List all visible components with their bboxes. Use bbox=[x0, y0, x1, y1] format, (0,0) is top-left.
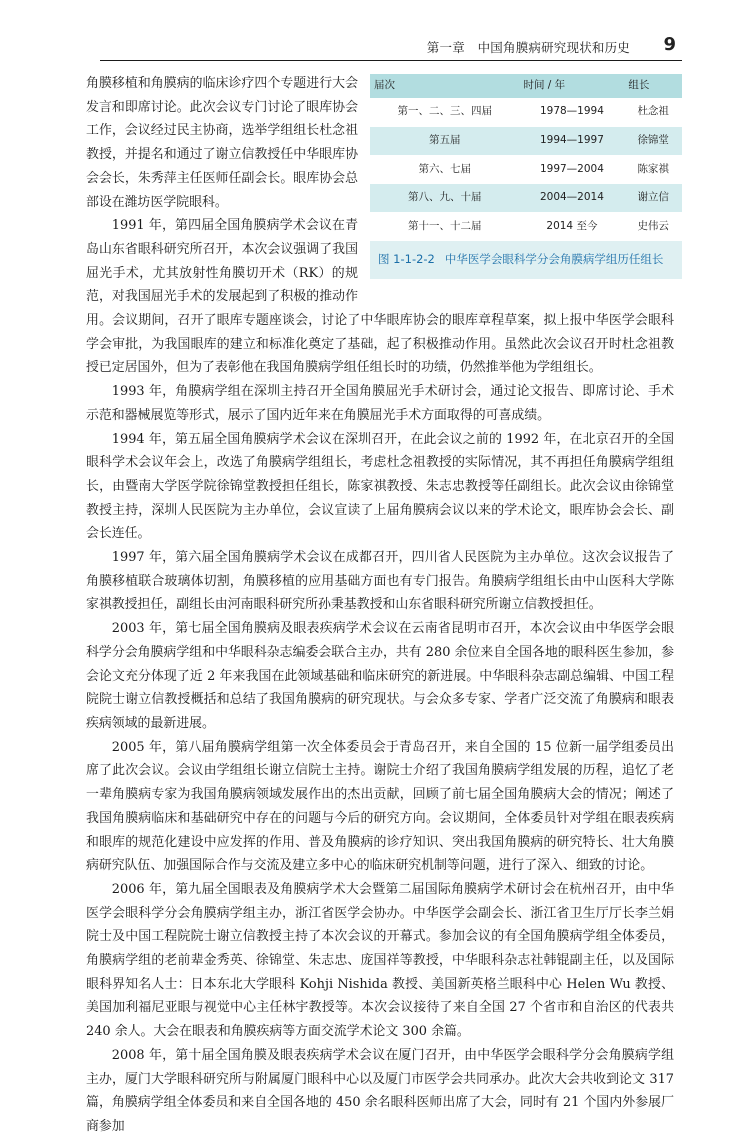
running-header bbox=[0, 0, 730, 64]
leader-cell: 徐锦堂 bbox=[624, 127, 682, 156]
figure-leaders-table bbox=[370, 74, 682, 279]
session-cell: 第一、二、三、四届 bbox=[370, 98, 519, 127]
header-rule bbox=[100, 60, 682, 61]
table-row bbox=[370, 155, 682, 184]
figure-caption bbox=[370, 241, 682, 279]
paragraph: 2006 年，第九届全国眼表及角膜病学术大会暨第二届国际角膜病学术研讨会在杭州召开，由中华医学会眼科学分会角膜病学组主办，浙江省医学会协办。中华医学会副会长、浙江省卫生厅厅长李兰娟院士及中国工程院院士谢立信教授主持了本次会议的开幕式。参加会议的有全国角膜病学组全体委员，角膜病学组的老前辈金秀英、徐锦堂、朱志忠、庞国祥等教授，中华眼科杂志社韩锟副主任，以及国际眼科界知名人士：日本东北大学眼科 Kohji Nishida 教授、美国新英格兰眼科中心 Helen Wu 教授、美国加利福尼亚眼与视觉中心主任林宇教授等。本次会议接待了来自全国 27 个省市和自治区的代表共 240 余人。大会在眼表和角膜疾病等方面交流学术论文 300 余篇。 bbox=[86, 881, 674, 1040]
paragraph: 1993 年，角膜病学组在深圳主持召开全国角膜屈光手术研讨会，通过论文报告、即席讨论、手术示范和器械展览等形式，展示了国内近年来在角膜屈光手术方面取得的可喜成绩。 bbox=[86, 384, 674, 423]
session-cell: 第十一、十二届 bbox=[370, 212, 519, 241]
table-row bbox=[370, 212, 682, 241]
period-cell: 1994—1997 bbox=[519, 127, 624, 156]
column-header-leader: 组长 bbox=[624, 74, 682, 98]
table-row bbox=[370, 98, 682, 127]
figure-caption-number: 图 1-1-2-2 bbox=[378, 251, 435, 266]
column-header-session: 届次 bbox=[370, 74, 519, 98]
leaders-table bbox=[370, 74, 682, 241]
paragraph: 2003 年，第七届全国角膜病及眼表疾病学术会议在云南省昆明市召开，本次会议由中华医学会眼科学分会角膜病学组和中华眼科杂志编委会联合主办，共有 280 余位来自全国各地的眼科医生参加，参会论文充分体现了近 2 年来我国在此领域基础和临床研究的新进展。中华眼科杂志副总编辑、中国工程院院士谢立信教授概括和总结了我国角膜病的研究现状。与会众多专家、学者广泛交流了角膜病和眼表疾病领域的最新进展。 bbox=[86, 621, 674, 731]
table-row bbox=[370, 127, 682, 156]
table-row bbox=[370, 184, 682, 213]
leader-cell: 杜念祖 bbox=[624, 98, 682, 127]
session-cell: 第八、九、十届 bbox=[370, 184, 519, 213]
leader-cell: 史伟云 bbox=[624, 212, 682, 241]
period-cell: 2004—2014 bbox=[519, 184, 624, 213]
paragraph: 2005 年，第八届角膜病学组第一次全体委员会于青岛召开，来自全国的 15 位新一届学组委员出席了此次会议。会议由学组组长谢立信院士主持。谢院士介绍了我国角膜病学组发展的历程，追忆了老一辈角膜病专家为我国角膜病领域发展作出的杰出贡献，回顾了前七届全国角膜病大会的情况；阐述了我国角膜病临床和基础研究中存在的问题与今后的研究方向。会议期间，全体委员针对学组在眼表疾病和眼库的规范化建设中应发挥的作用、普及角膜病的诊疗知识、突出我国角膜病的研究特长、壮大角膜病研究队伍、加强国际合作与交流及建立多中心的临床研究机制等问题，进行了深入、细致的讨论。 bbox=[86, 739, 674, 874]
period-cell: 1997—2004 bbox=[519, 155, 624, 184]
period-cell: 1978—1994 bbox=[519, 98, 624, 127]
page-body bbox=[86, 72, 674, 1139]
paragraph: 1994 年，第五届全国角膜病学术会议在深圳召开，在此会议之前的 1992 年，在北京召开的全国眼科学术会议年会上，改选了角膜病学组组长，考虑杜念祖教授的实际情况，其不再担任角膜病学组组长，由暨南大学医学院徐锦堂教授担任组长，陈家祺教授、朱志忠教授等任副组长。此次会议由徐锦堂教授主持，深圳人民医院为主办单位，会议宣读了上届角膜病会议以来的学术论文，眼库协会会长、副会长连任。 bbox=[86, 431, 674, 542]
leader-cell: 谢立信 bbox=[624, 184, 682, 213]
session-cell: 第五届 bbox=[370, 127, 519, 156]
paragraph: 角膜移植和角膜病的临床诊疗四个专题进行大会发言和即席讨论。此次会议专门讨论了眼库协会工作，会议经过民主协商，选举学组组长杜念祖教授，并提名和通过了谢立信教授任中华眼库协会会长，朱秀萍主任医师任副会长。眼库协会总部设在潍坊医学院眼科。 bbox=[86, 76, 358, 210]
period-cell: 2014 至今 bbox=[519, 212, 624, 241]
chapter-title: 第一章 中国角膜病研究现状和历史 bbox=[426, 40, 630, 55]
column-header-period: 时间 / 年 bbox=[519, 74, 624, 98]
paragraph: 1991 年，第四届全国角膜病学术会议在青岛山东省眼科研究所召开，本次会议强调了我国屈光手术，尤其放射性角膜切开术（RK）的规范，对我国屈光手术的发展起到了积极的推动作用。会议期间，召开了眼库专题座谈会，讨论了中华眼库协会的眼库章程草案，拟上报中华医学会眼科学会审批，为我国眼库的建立和标准化奠定了基础，起了积极推动作用。虽然此次会议召开时杜念祖教授已定居国外，但为了表彰他在我国角膜病学组任组长时的功绩，仍然推举他为学组组长。 bbox=[86, 218, 674, 376]
table-header-row bbox=[370, 74, 682, 98]
figure-caption-text: 中华医学会眼科学分会角膜病学组历任组长 bbox=[444, 251, 664, 266]
paragraph: 1997 年，第六届全国角膜病学术会议在成都召开，四川省人民医院为主办单位。这次会议报告了角膜移植联合玻璃体切割，角膜移植的应用基础方面也有专门报告。角膜病学组组长由中山医科大学陈家祺教授担任，副组长由河南眼科研究所孙秉基教授和山东省眼科研究所谢立信教授担任。 bbox=[86, 550, 674, 613]
leader-cell: 陈家祺 bbox=[624, 155, 682, 184]
page-number: 9 bbox=[663, 34, 676, 55]
session-cell: 第六、七届 bbox=[370, 155, 519, 184]
paragraph: 2008 年，第十届全国角膜及眼表疾病学术会议在厦门召开，由中华医学会眼科学分会角膜病学组主办，厦门大学眼科研究所与附属厦门眼科中心以及厦门市医学会共同承办。此次大会共收到论文 317 篇，角膜病学组全体委员和来自全国各地的 450 余名眼科医师出席了大会，同时有 21 个国内外参展厂商参加 bbox=[86, 1047, 674, 1134]
